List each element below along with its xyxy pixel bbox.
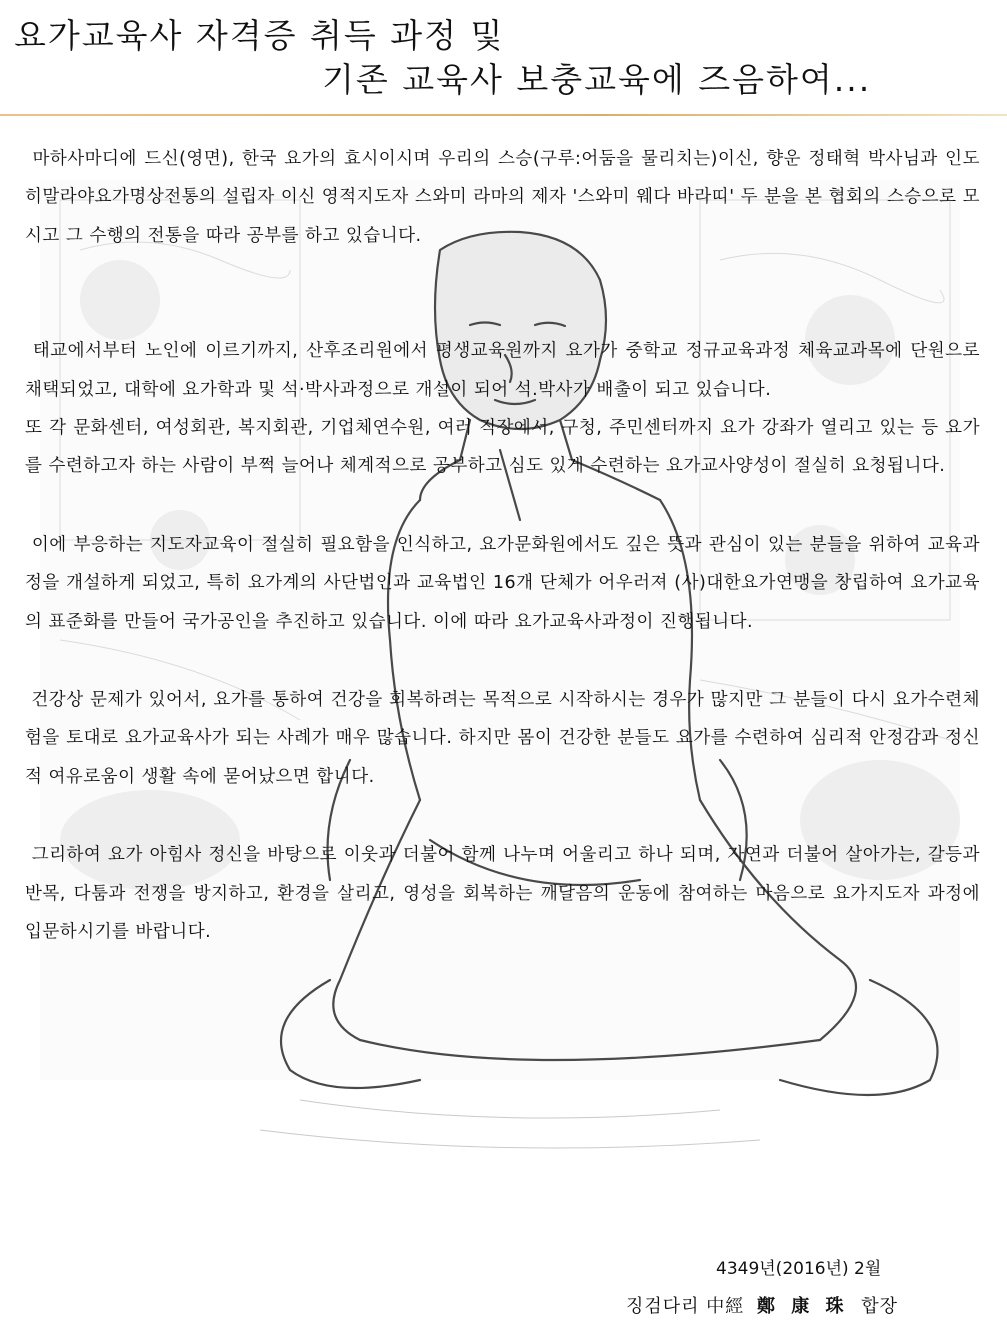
paragraph-lineage: 마하사마디에 드신(영면), 한국 요가의 효시이시며 우리의 스승(구루:어둠을 물리치는)이신, 향운 정태혁 박사님과 인도 히말라야요가명상전통의 설립자 이신 영적지도자 스와미 라마의 제자 '스와미 웨다 바라띠' 두 분을 본 협회의 스승으로 모시고 그 수행의 전통을 따라 공부를 하고 있습니다. <box>25 149 987 246</box>
signature <box>626 1292 898 1318</box>
signature-prefix: 징검다리 中經 <box>626 1296 745 1317</box>
paragraph-yoga-spread: 태교에서부터 노인에 이르기까지, 산후조리원에서 평생교육원까지 요가가 중학교 정규교육과정 체육교과목에 단원으로 채택되었고, 대학에 요가학과 및 석·박사과정으로 개설이 되어 석.박사가 배출이 되고 있습니다. 또 각 문화센터, 여성회관, 복지회관, 기업체연수원, 여러 직장에서, 구청, 주민센터까지 요가 강좌가 열리고 있는 등 요가를 수련하고자 하는 사람이 부쩍 늘어나 체계적으로 공부하고 심도 있게 수련하는 요가교사양성이 절실히 요청됩니다. <box>25 341 980 477</box>
paragraph-closing: 그리하여 요가 아힘사 정신을 바탕으로 이웃과 더불어 함께 나누며 어울리고 하나 되며, 자연과 더불어 살아가는, 갈등과 반목, 다툼과 전쟁을 방지하고, 환경을 살리고, 영성을 회복하는 깨달음의 운동에 참여하는 마음으로 요가지도자 과정에 입문하시기를 바랍니다. <box>25 845 987 943</box>
title-line-1: 요가교육사 자격증 취득 과정 및 <box>14 16 505 55</box>
signature-suffix: 합장 <box>861 1296 899 1317</box>
paragraph-course-opening: 이에 부응하는 지도자교육이 절실히 필요함을 인식하고, 요가문화원에서도 깊은 뜻과 관심이 있는 분들을 위하여 교육과정을 개설하게 되었고, 특히 요가계의 사단법인과 교육법인 16개 단체가 어우러져 (사)대한요가연맹을 창립하여 요가교육의 표준화를 만들어 국가공인을 추진하고 있습니다. 이에 따라 요가교육사과정이 진행됩니다. <box>25 534 980 632</box>
body-text <box>25 140 987 952</box>
document-date: 4349년(2016년) 2월 <box>716 1259 882 1279</box>
title-block <box>0 0 1007 118</box>
title-divider <box>0 114 1007 116</box>
title-line-2: 기존 교육사 보충교육에 즈음하여... <box>322 60 872 99</box>
paragraph-health: 건강상 문제가 있어서, 요가를 통하여 건강을 회복하려는 목적으로 시작하시는 경우가 많지만 그 분들이 다시 요가수련체험을 토대로 요가교육사가 되는 사례가 매우 많습니다. 하지만 몸이 건강한 분들도 요가를 수련하여 심리적 안정감과 정신적 여유로움이 생활 속에 묻어났으면 합니다. <box>25 690 980 787</box>
signature-name: 鄭 康 珠 <box>757 1296 849 1317</box>
